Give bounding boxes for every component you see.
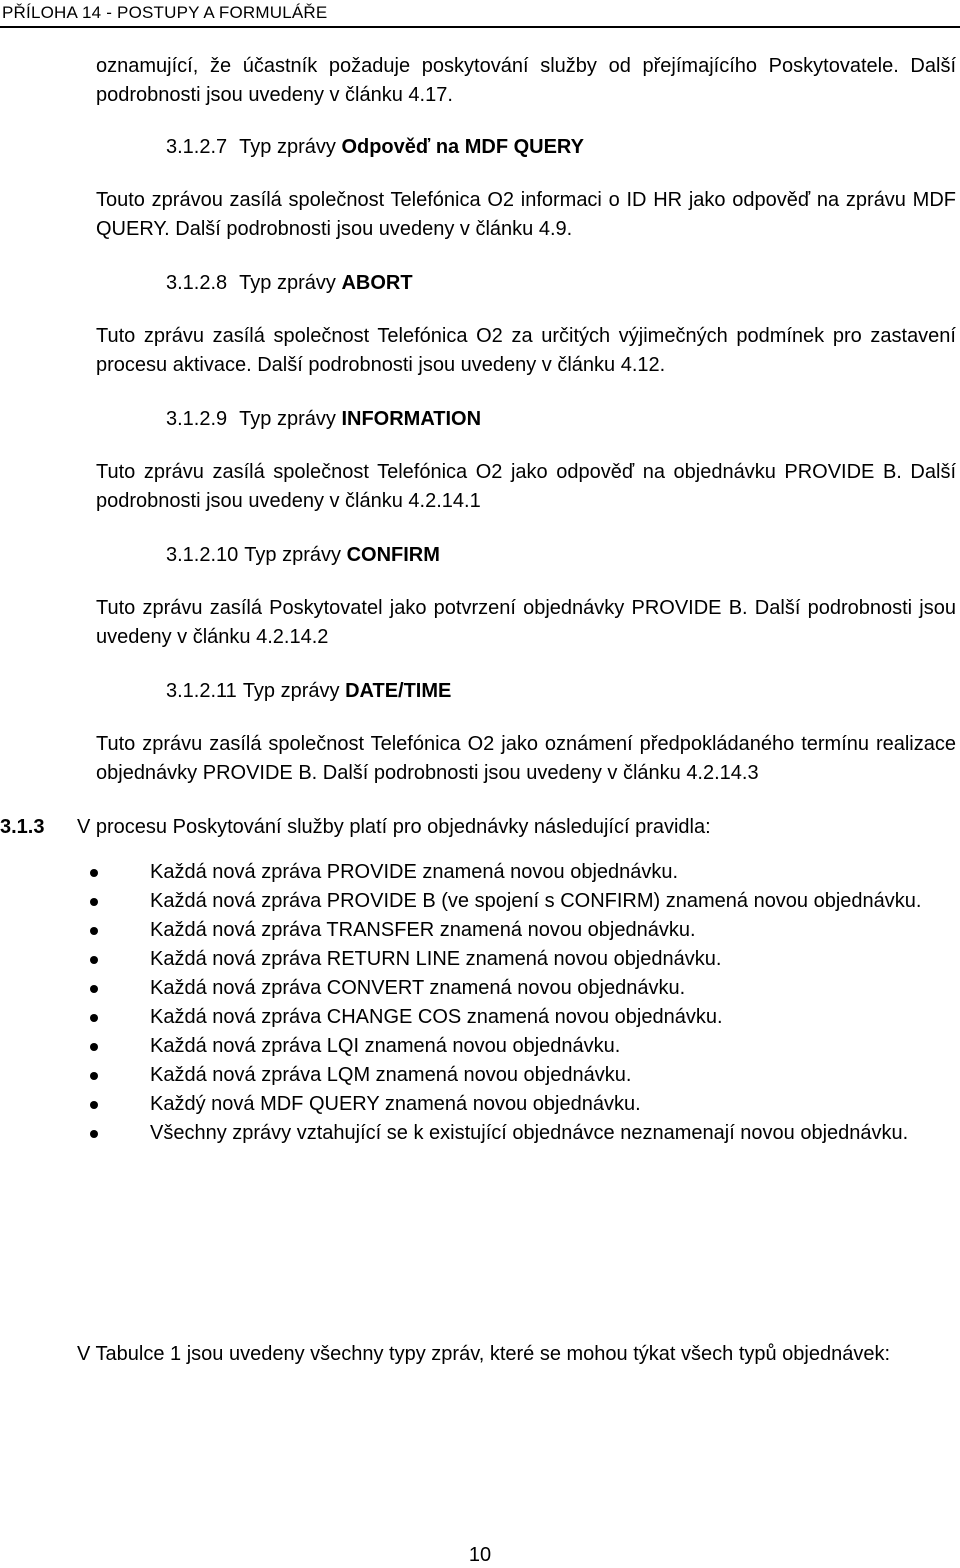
page-number: 10 bbox=[468, 1544, 492, 1566]
section-number: 3.1.2.11 bbox=[166, 680, 237, 702]
list-item bbox=[0, 1032, 956, 1061]
bullet-icon bbox=[90, 1072, 98, 1080]
list-item bbox=[0, 974, 956, 1003]
section-heading bbox=[166, 269, 413, 297]
bullet-icon bbox=[90, 956, 98, 964]
list-item-text: Každý nová MDF QUERY znamená novou objednávku. bbox=[150, 1093, 641, 1115]
section-body: Tuto zprávu zasílá společnost Telefónica O2 za určitých výjimečných podmínek pro zastavení procesu aktivace. Další podrobnosti jsou uvedeny v článku 4.12. bbox=[96, 325, 956, 376]
section-prefix: Typ zprávy bbox=[239, 136, 336, 158]
bullet-icon bbox=[90, 985, 98, 993]
section-title: ABORT bbox=[341, 272, 413, 294]
list-item-text: Každá nová zpráva CONVERT znamená novou objednávku. bbox=[150, 977, 686, 999]
list-item-text: Každá nová zpráva RETURN LINE znamená novou objednávku. bbox=[150, 948, 722, 970]
bullet-icon bbox=[90, 898, 98, 906]
section-prefix: Typ zprávy bbox=[239, 408, 336, 430]
bullet-icon bbox=[90, 927, 98, 935]
list-item-text: Každá nová zpráva TRANSFER znamená novou objednávku. bbox=[150, 919, 696, 941]
section-heading bbox=[166, 541, 440, 569]
bullet-icon bbox=[90, 1043, 98, 1051]
rules-number: 3.1.3 bbox=[0, 816, 45, 838]
section-title: DATE/TIME bbox=[345, 680, 452, 702]
bullet-icon bbox=[90, 1014, 98, 1022]
section-prefix: Typ zprávy bbox=[242, 680, 340, 702]
list-item-text: Každá nová zpráva LQM znamená novou objednávku. bbox=[150, 1064, 632, 1086]
list-item bbox=[0, 1090, 956, 1119]
list-item bbox=[0, 887, 956, 916]
closing-paragraph: V Tabulce 1 jsou uvedeny všechny typy zpráv, které se mohou týkat všech typů objednávek: bbox=[77, 1343, 891, 1365]
list-item bbox=[0, 858, 956, 887]
list-item bbox=[0, 1061, 956, 1090]
section-title: CONFIRM bbox=[346, 544, 440, 566]
header-title: PŘÍLOHA 14 - POSTUPY A FORMULÁŘE bbox=[2, 3, 328, 22]
section-heading bbox=[166, 133, 584, 161]
page-header bbox=[0, 0, 960, 28]
list-item bbox=[0, 1119, 956, 1148]
section-body: Touto zprávou zasílá společnost Telefónica O2 informaci o ID HR jako odpověď na zprávu MDF QUERY. Další podrobnosti jsou uvedeny v článku 4.9. bbox=[96, 189, 956, 240]
section-number: 3.1.2.8 bbox=[166, 272, 228, 294]
section-prefix: Typ zprávy bbox=[239, 272, 336, 294]
section-prefix: Typ zprávy bbox=[244, 544, 341, 566]
rules-intro: V procesu Poskytování služby platí pro objednávky následující pravidla: bbox=[77, 816, 711, 838]
intro-paragraph: oznamující, že účastník požaduje poskytování služby od přejímajícího Poskytovatele. Další podrobnosti jsou uvedeny v článku 4.17. bbox=[96, 55, 956, 106]
list-item bbox=[0, 1003, 956, 1032]
section-body: Tuto zprávu zasílá společnost Telefónica O2 jako odpověď na objednávku PROVIDE B. Další podrobnosti jsou uvedeny v článku 4.2.14.1 bbox=[96, 461, 956, 512]
list-item bbox=[0, 916, 956, 945]
bullet-icon bbox=[90, 1101, 98, 1109]
list-item-text: Všechny zprávy vztahující se k existující objednávce neznamenají novou objednávku. bbox=[150, 1122, 909, 1144]
section-title: INFORMATION bbox=[341, 408, 482, 430]
list-item-text: Každá nová zpráva PROVIDE B (ve spojení s CONFIRM) znamená novou objednávku. bbox=[150, 890, 922, 912]
section-heading bbox=[166, 405, 481, 433]
header-rule bbox=[0, 26, 960, 28]
section-number: 3.1.2.9 bbox=[166, 408, 228, 430]
rules-list bbox=[0, 858, 960, 1148]
list-item bbox=[0, 945, 956, 974]
section-title: Odpověď na MDF QUERY bbox=[341, 136, 584, 158]
section-number: 3.1.2.10 bbox=[166, 544, 239, 566]
section-body: Tuto zprávu zasílá společnost Telefónica O2 jako oznámení předpokládaného termínu realizace objednávky PROVIDE B. Další podrobnosti jsou uvedeny v článku 4.2.14.3 bbox=[96, 733, 956, 784]
section-heading bbox=[166, 677, 451, 705]
list-item-text: Každá nová zpráva LQI znamená novou objednávku. bbox=[150, 1035, 621, 1057]
section-body: Tuto zprávu zasílá Poskytovatel jako potvrzení objednávky PROVIDE B. Další podrobnosti jsou uvedeny v článku 4.2.14.2 bbox=[96, 597, 956, 648]
list-item-text: Každá nová zpráva PROVIDE znamená novou objednávku. bbox=[150, 861, 679, 883]
rules-heading bbox=[0, 813, 960, 841]
list-item-text: Každá nová zpráva CHANGE COS znamená novou objednávku. bbox=[150, 1006, 723, 1028]
bullet-icon bbox=[90, 869, 98, 877]
bullet-icon bbox=[90, 1130, 98, 1138]
section-number: 3.1.2.7 bbox=[166, 136, 228, 158]
